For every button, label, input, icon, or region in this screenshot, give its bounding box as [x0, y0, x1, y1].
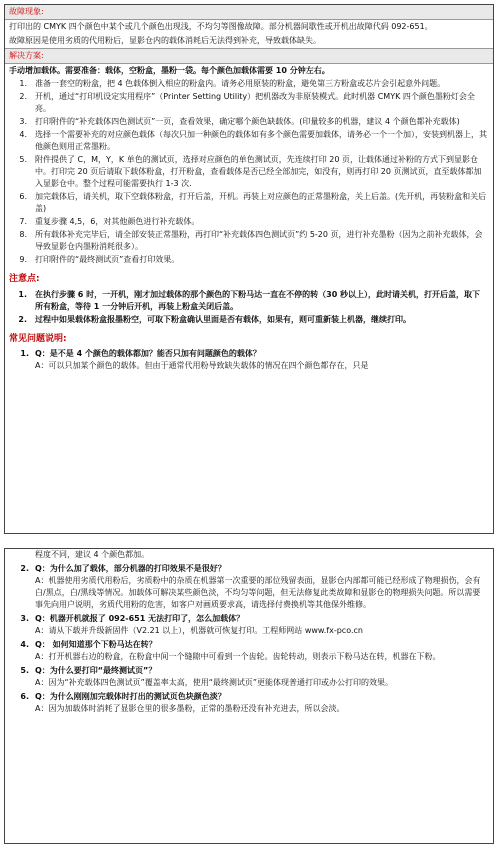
solution-steps — [5, 78, 493, 266]
faq-question — [5, 639, 493, 651]
faq-list-part-1 — [5, 348, 493, 372]
solution-step-number: 5. — [19, 155, 27, 164]
solution-step — [5, 78, 487, 90]
faq-question-text: Q：是不是 4 个颜色的载体都加？能否只加有问题颜色的载体？ — [35, 349, 261, 358]
solution-step-number: 1. — [19, 79, 27, 88]
solution-step-number: 2. — [19, 92, 27, 101]
solution-step — [5, 229, 487, 253]
faq-answer: A：打开机器右边的粉盒，在粉盒中间一个缝隙中可看到一个齿轮。齿轮转动，则表示下粉马达在转，机器在下粉。 — [35, 652, 441, 661]
note-item-number: 2. — [18, 314, 27, 324]
faq-answer-continued: 程度不同，建议 4 个颜色都加。 — [35, 550, 150, 559]
faq-question-text: Q：为什么要打印“最终测试页”？ — [35, 666, 157, 675]
faq-header: 常见问题说明: — [9, 333, 67, 344]
faq-question — [5, 348, 493, 360]
faq-number: 4. — [20, 640, 29, 649]
faq-answer: A：因为加载体时消耗了显影仓里的很多墨粉，正常的墨粉还没有补充进去，所以会淡。 — [35, 704, 345, 713]
solution-step-number: 6. — [19, 192, 27, 201]
notes-header: 注意点: — [9, 274, 40, 284]
solution-step-number: 9. — [19, 255, 27, 264]
faq-question — [5, 665, 493, 677]
faq-question — [5, 691, 493, 703]
solution-step-number: 4. — [19, 130, 27, 139]
solution-step — [5, 91, 487, 115]
faq-question-text: Q：为什么加了载体，部分机器的打印效果不是很好？ — [35, 564, 226, 573]
document-panel-2 — [4, 548, 494, 844]
faq-number: 1. — [20, 349, 29, 358]
solution-step-text: 打印附件的“补充载体四色测试页”一页，查看效果，确定哪个颜色缺载体。(印量较多的机器，建议 4 个颜色都补充载体) — [35, 117, 460, 126]
solution-step-number: 7. — [19, 217, 27, 226]
faq-number: 3. — [20, 614, 29, 623]
faq-question-text: Q：为什么刚刚加完载体时打出的测试页色块颜色淡？ — [35, 692, 226, 701]
notes-list — [5, 289, 493, 326]
solution-step — [5, 254, 487, 266]
faq-question — [5, 613, 493, 625]
faq-number: 6. — [20, 692, 29, 701]
solution-step — [5, 129, 487, 153]
faq-question — [5, 563, 493, 575]
solution-step-number: 8. — [19, 230, 27, 239]
solution-step-number: 3. — [19, 117, 27, 126]
faq-list-part-2 — [5, 563, 493, 715]
fault-text-2: 故障原因是使用劣质的代用粉后，显影仓内的载体消耗后无法得到补充，导致载体缺失。 — [9, 36, 321, 45]
solution-step-text: 所有载体补充完毕后，请全部安装正常墨粉，再打印“补充载体四色测试页”约 5-20 页，进行补充墨粉（因为之前补充载体，会导致显影仓内墨粉消耗很多）。 — [35, 230, 483, 251]
solution-step-text: 附件提供了 C，M，Y，K 单色的测试页，选择对应颜色的单色测试页，先连续打印 20 页，让载体通过补粉的方式下到显影仓中。打印完 20 页后请取下载体粉盒，打开粉盒，查看载体是否已经全部加完，如没有，则再打印 20 页测试页，直至载体都加入显影仓中。整个过程可能需要执行 1-3 次. — [35, 155, 482, 188]
solution-step-text: 加完载体后，请关机，取下空载体粉盒，打开后盖，开机。再装上对应颜色的正常墨粉盒，关上后盖。(先开机，再装粉盒和关后盖) — [35, 192, 487, 213]
note-item — [5, 314, 487, 326]
solution-step-text: 重复步骤 4,5，6，对其他颜色进行补充载体。 — [35, 217, 200, 226]
solution-step — [5, 154, 487, 190]
solution-step — [5, 116, 487, 128]
note-item-text: 在执行步骤 6 时，一开机，刚才加过载体的那个颜色的下粉马达一直在不停的转（30 秒以上），此时请关机，打开后盖，取下所有粉盒，等待 1 一分钟后开机，再装上粉盒关闭后盖。 — [35, 289, 481, 311]
fault-text-1: 打印出的 CMYK 四个颜色中某个或几个颜色出现浅，不均匀等图像故障。部分机器间歇性或开机出故障代码 092-651。 — [9, 22, 433, 31]
faq-answer: A：机器使用劣质代用粉后，劣质粉中的杂质在机器第一次重要的部位残留表面，显影仓内部都可能已经形成了物理损伤，会有白/黑点，白/黑线等情况。加载体可解决某些颜色淡，不均匀等问题，但无法修复此类故障和显影仓的物理损失问题。所以需要事先向用户说明，劣质代用粉的危害，如客户对画质要求高，请选择付费换机等其他保外维修。 — [35, 576, 481, 609]
solution-step-text: 开机，通过“打印机设定实用程序”（Printer Setting Utility）把机器改为非原装模式。此时机器 CMYK 四个颜色墨粉灯会全亮。 — [35, 92, 475, 113]
faq-answer: A：因为“补充载体四色测试页”覆盖率太高，使用“最终测试页”更能体现普通打印或办公打印的效果。 — [35, 678, 394, 687]
document-panel-1 — [4, 4, 494, 534]
note-item-text: 过程中如果载体粉盒报墨粉空，可取下粉盒确认里面是否有载体，如果有，则可重新装上机器，继续打印。 — [35, 314, 411, 324]
note-item-number: 1. — [18, 289, 27, 299]
faq-number: 2. — [20, 564, 29, 573]
solution-intro: 手动增加载体。需要准备：载体，空粉盒，墨粉一袋。每个颜色加载体需要 10 分钟左右。 — [9, 66, 330, 75]
solution-step — [5, 191, 487, 215]
fault-header: 故障现象: — [5, 5, 493, 20]
faq-answer: A：请从下载并升级新固件（V2.21 以上），机器就可恢复打印。工程师网站 www.fx-pco.cn — [35, 626, 363, 635]
faq-answer: A：可以只加某个颜色的载体。但由于通常代用粉导致缺失载体的情况在四个颜色都存在，只是 — [35, 361, 369, 370]
solution-header: 解决方案: — [5, 48, 493, 64]
faq-number: 5. — [20, 666, 29, 675]
solution-step-text: 准备一套空的粉盒，把 4 色载体倒入相应的粉盒内。请务必用原装的粉盒，避免第三方粉盒或芯片会引起意外问题。 — [35, 79, 446, 88]
solution-step-text: 打印附件的“最终测试页”查看打印效果。 — [35, 255, 180, 264]
faq-question-text: Q：机器开机就报了 092-651 无法打印了，怎么加载体？ — [35, 614, 245, 623]
note-item — [5, 289, 487, 313]
solution-step — [5, 216, 487, 228]
faq-question-text: Q： 如何知道那个下粉马达在转？ — [35, 640, 157, 649]
solution-step-text: 选择一个需要补充的对应颜色载体（每次只加一种颜色的载体如有多个颜色需要加载体，请务必一个一个加），安装到机器上，其他颜色则用正常墨粉。 — [35, 130, 487, 151]
